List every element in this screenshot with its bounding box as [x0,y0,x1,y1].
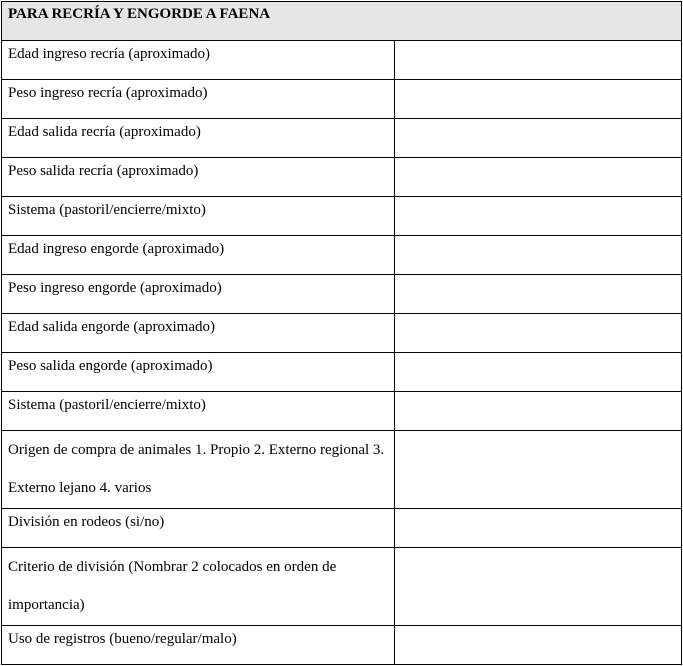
row-label: Edad salida engorde (aproximado) [2,314,395,353]
row-value-field[interactable] [395,353,682,392]
row-label: Edad ingreso engorde (aproximado) [2,236,395,275]
row-label: Peso ingreso recría (aproximado) [2,80,395,119]
row-value-field[interactable] [395,158,682,197]
row-value-field[interactable] [395,119,682,158]
table-header-row [2,2,682,41]
row-label: Sistema (pastoril/encierre/mixto) [2,197,395,236]
table-row [2,392,682,431]
row-label: Edad salida recría (aproximado) [2,119,395,158]
row-label: Criterio de división (Nombrar 2 colocados en orden de importancia) [2,548,395,626]
row-value-field[interactable] [395,275,682,314]
table-row [2,119,682,158]
row-label: Uso de registros (bueno/regular/malo) [2,626,395,665]
table-row [2,236,682,275]
row-value-field[interactable] [395,431,682,509]
table-row [2,431,682,509]
row-value-field[interactable] [395,41,682,80]
table-row [2,275,682,314]
table-row [2,41,682,80]
row-label: Peso ingreso engorde (aproximado) [2,275,395,314]
table-row [2,626,682,665]
table-row [2,158,682,197]
row-label: Sistema (pastoril/encierre/mixto) [2,392,395,431]
recria-engorde-form-table [1,1,682,665]
row-label: Edad ingreso recría (aproximado) [2,41,395,80]
table-row [2,548,682,626]
table-row [2,80,682,119]
row-value-field[interactable] [395,509,682,548]
row-value-field[interactable] [395,548,682,626]
table-row [2,314,682,353]
row-value-field[interactable] [395,626,682,665]
row-value-field[interactable] [395,80,682,119]
row-label: Origen de compra de animales 1. Propio 2. Externo regional 3. Externo lejano 4. varios [2,431,395,509]
row-value-field[interactable] [395,314,682,353]
row-label: Peso salida recría (aproximado) [2,158,395,197]
table-row [2,509,682,548]
row-value-field[interactable] [395,236,682,275]
row-value-field[interactable] [395,392,682,431]
table-header: PARA RECRÍA Y ENGORDE A FAENA [2,2,682,41]
row-value-field[interactable] [395,197,682,236]
table-row [2,197,682,236]
row-label: División en rodeos (si/no) [2,509,395,548]
table-row [2,353,682,392]
row-label: Peso salida engorde (aproximado) [2,353,395,392]
